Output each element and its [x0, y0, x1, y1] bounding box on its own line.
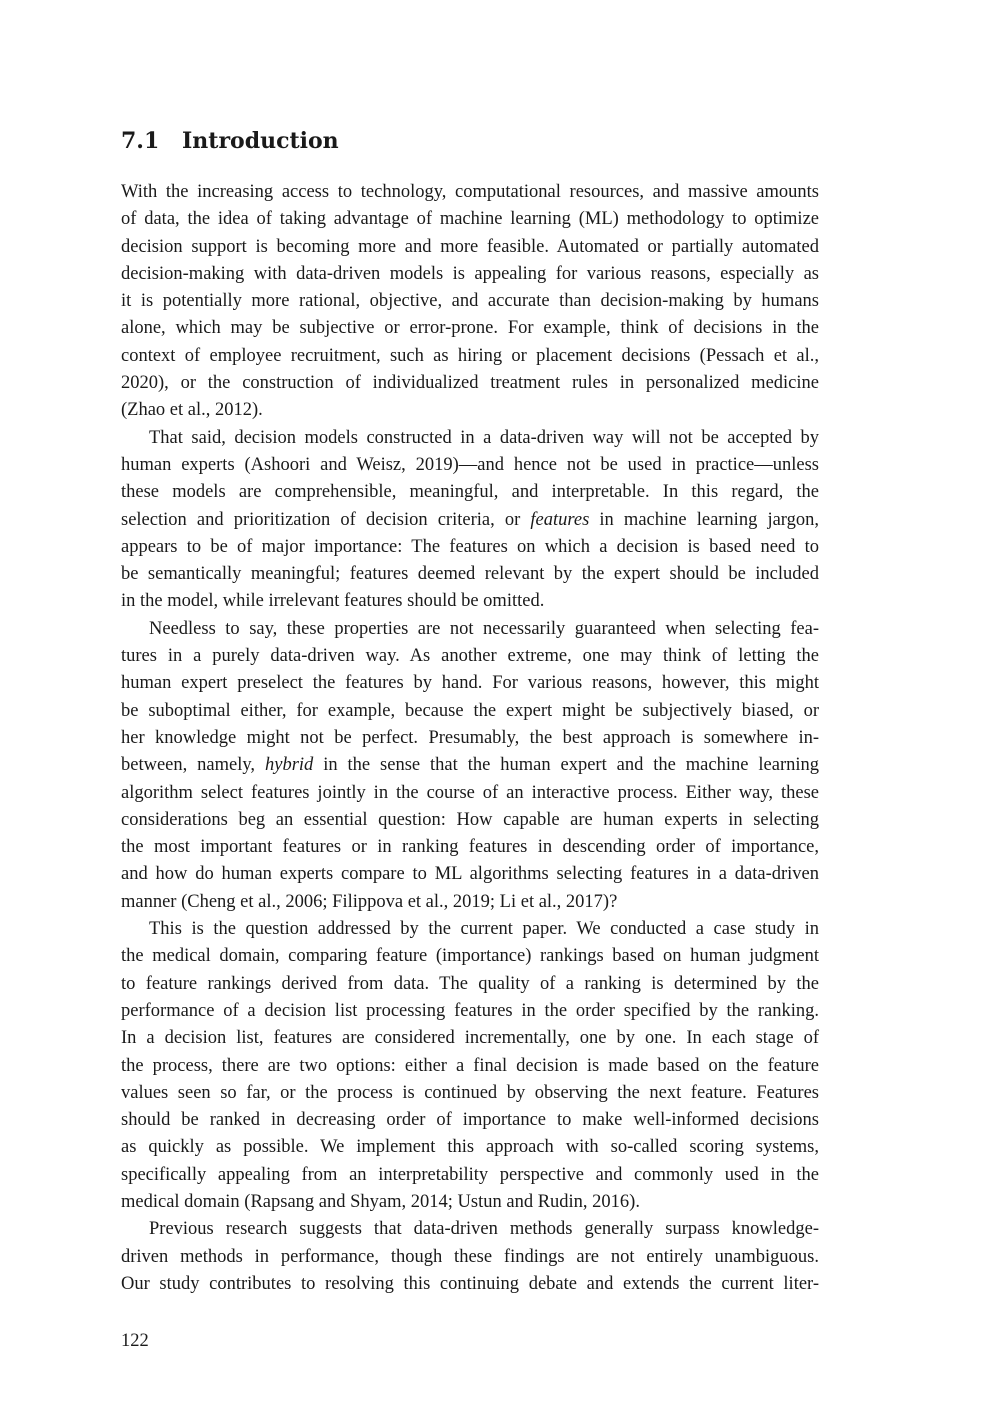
section-number: 7.1: [121, 128, 160, 154]
text-line: the process, there are two options: either a final decision is made based on the feature: [121, 1055, 819, 1076]
text-line: be suboptimal either, for example, because the expert might be subjectively biased, or: [121, 700, 819, 721]
text-line: In a decision list, features are considered incrementally, one by one. In each stage of: [121, 1028, 819, 1049]
text-line: her knowledge might not be perfect. Presumably, the best approach is somewhere in-: [121, 727, 819, 748]
body-text: [121, 179, 819, 1298]
text-line: between, namely, hybrid in the sense that the human expert and the machine learning: [121, 755, 819, 776]
text-line: specifically appealing from an interpretability perspective and commonly used in the: [121, 1164, 819, 1185]
page-number: 122: [121, 1331, 149, 1351]
paragraph: [121, 916, 819, 1216]
emphasized-term: hybrid: [264, 755, 314, 776]
text-line: algorithm select features jointly in the course of an interactive process. Either way, these: [121, 782, 819, 803]
text-line: driven methods in performance, though these findings are not entirely unambiguous.: [121, 1246, 819, 1267]
text-line: it is potentially more rational, objective, and accurate than decision-making by humans: [121, 291, 819, 312]
text-line: performance of a decision list processing features in the order specified by the ranking.: [121, 1000, 819, 1021]
text-line: considerations beg an essential question: How capable are human experts in selecting: [121, 809, 819, 830]
text-line: This is the question addressed by the current paper. We conducted a case study in: [149, 919, 819, 940]
text-line: decision-making with data-driven models is appealing for various reasons, especially as: [121, 263, 819, 284]
text-line: and how do human experts compare to ML algorithms selecting features in a data-driven: [121, 864, 819, 885]
section-title: Introduction: [182, 128, 339, 154]
text-line: as quickly as possible. We implement this approach with so-called scoring systems,: [121, 1137, 819, 1158]
paragraph: [121, 425, 819, 616]
text-line: to feature rankings derived from data. The quality of a ranking is determined by the: [121, 973, 819, 994]
paragraph: [121, 179, 819, 425]
text-line: 2020), or the construction of individualized treatment rules in personalized medicine: [121, 373, 819, 394]
text-line: the most important features or in ranking features in descending order of importance,: [121, 837, 819, 858]
paragraph: [121, 1216, 819, 1298]
text-line: these models are comprehensible, meaningful, and interpretable. In this regard, the: [121, 482, 819, 503]
text-line: manner (Cheng et al., 2006; Filippova et al., 2019; Li et al., 2017)?: [121, 891, 618, 912]
text-line: tures in a purely data-driven way. As another extreme, one may think of letting the: [121, 646, 819, 667]
text-line: should be ranked in decreasing order of importance to make well-informed decisions: [121, 1110, 819, 1131]
text-line: Needless to say, these properties are not necessarily guaranteed when selecting fea-: [149, 618, 819, 639]
text-line: of data, the idea of taking advantage of machine learning (ML) methodology to optimize: [121, 209, 819, 230]
text-line: the medical domain, comparing feature (importance) rankings based on human judgment: [121, 946, 819, 967]
text-line: context of employee recruitment, such as hiring or placement decisions (Pessach et al.,: [121, 345, 819, 366]
text-line: be semantically meaningful; features deemed relevant by the expert should be included: [121, 564, 819, 585]
text-line: With the increasing access to technology, computational resources, and massive amounts: [121, 182, 819, 202]
text-line: decision support is becoming more and more feasible. Automated or partially automated: [121, 236, 819, 257]
text-line: selection and prioritization of decision criteria, or features in machine learning jargon,: [121, 509, 819, 530]
emphasized-term: features: [530, 509, 590, 530]
text-line: Previous research suggests that data-driven methods generally surpass knowledge-: [149, 1219, 819, 1240]
text-line: in the model, while irrelevant features should be omitted.: [121, 591, 545, 612]
section-heading: [121, 126, 339, 156]
text-line: values seen so far, or the process is continued by observing the next feature. Features: [121, 1082, 819, 1103]
text-line: appears to be of major importance: The features on which a decision is based need to: [121, 536, 819, 557]
text-line: human expert preselect the features by hand. For various reasons, however, this might: [121, 673, 819, 694]
paragraph: [121, 616, 819, 916]
text-line: (Zhao et al., 2012).: [121, 400, 263, 421]
text-line: That said, decision models constructed in a data-driven way will not be accepted by: [149, 427, 819, 448]
text-line: Our study contributes to resolving this continuing debate and extends the current liter-: [121, 1273, 819, 1294]
text-line: medical domain (Rapsang and Shyam, 2014; Ustun and Rudin, 2016).: [121, 1191, 640, 1212]
text-line: alone, which may be subjective or error-prone. For example, think of decisions in the: [121, 318, 819, 339]
text-line: human experts (Ashoori and Weisz, 2019)—and hence not be used in practice—unless: [121, 454, 819, 475]
